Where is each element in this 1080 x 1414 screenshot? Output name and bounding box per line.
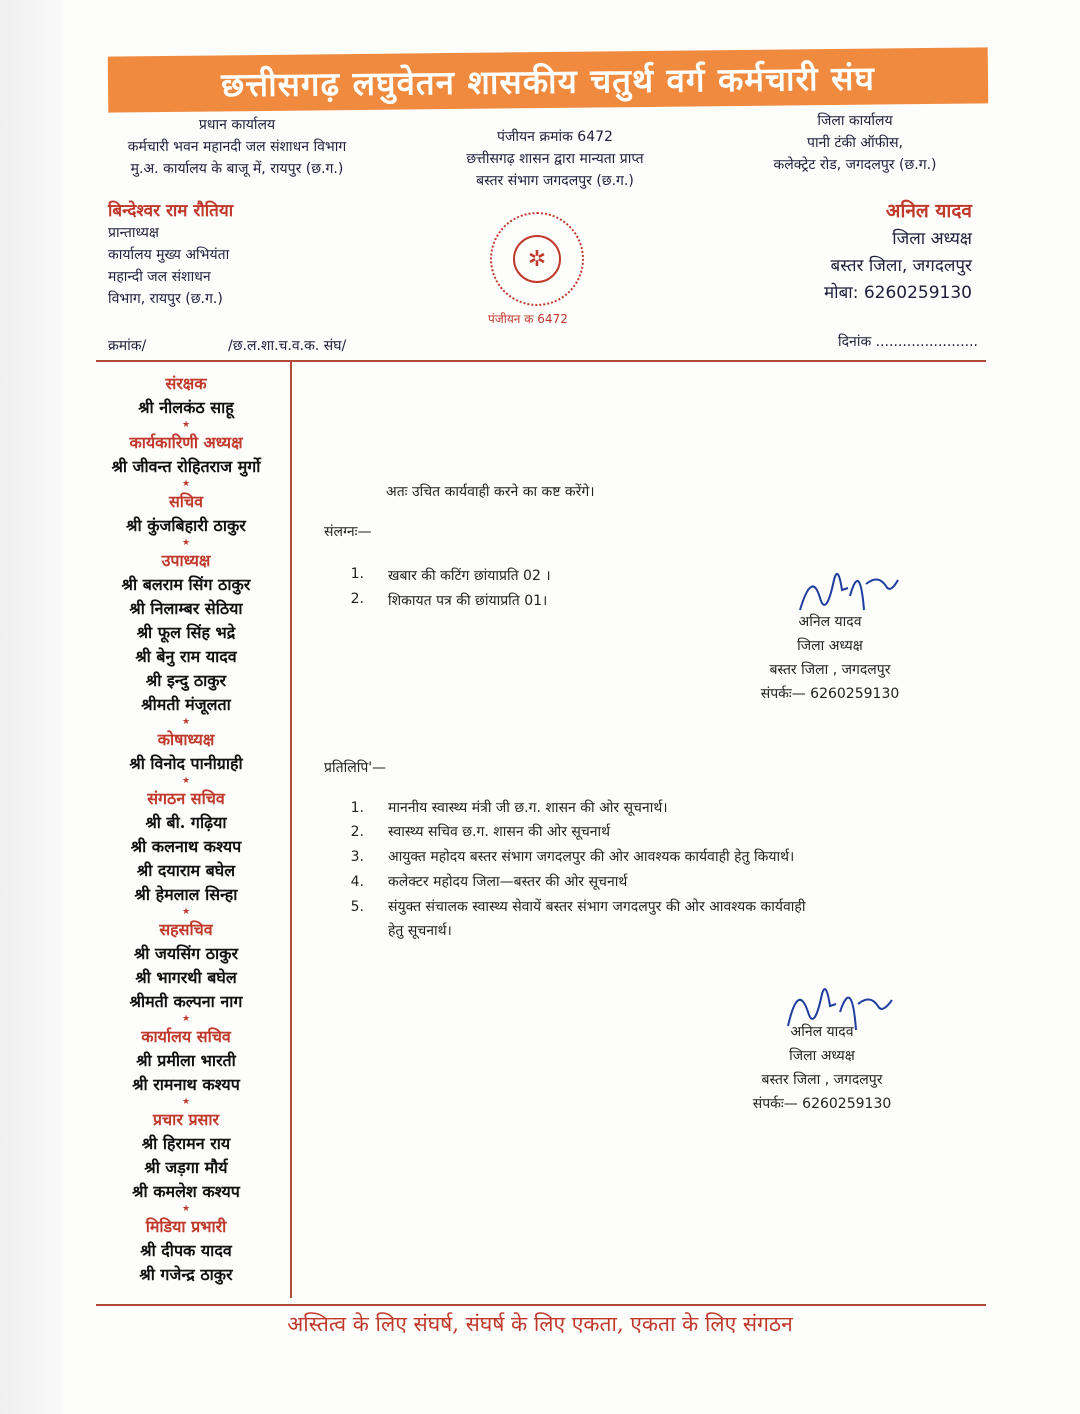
star-icon: ✲	[513, 235, 561, 283]
sidebar-member-name: श्री कलनाथ कश्यप	[130, 837, 242, 856]
sidebar-member-name: श्री निलाम्बर सेठिया	[129, 599, 243, 618]
enclosure-item: खबार की कटिंग छांयाप्रति 02 ।	[388, 568, 551, 584]
union-seal	[490, 212, 584, 306]
president-line: महान्दी जल संशाधन	[108, 269, 211, 285]
separator-star-icon: ★	[181, 1097, 191, 1107]
sidebar-member-name: श्री गजेन्द्र ठाकुर	[139, 1265, 233, 1284]
separator-star-icon: ★	[181, 1204, 191, 1214]
district-president-mobile: मोबा: 6260259130	[824, 283, 972, 303]
title-banner	[108, 47, 989, 112]
sidebar-group-title: संरक्षक	[165, 374, 207, 393]
sidebar-member-name: श्री विनोद पानीग्राही	[129, 754, 243, 773]
sangh-code: /छ.ल.शा.च.व.क. संघ/	[228, 338, 347, 354]
head-office-line: प्रधान कार्यालय	[198, 117, 276, 133]
district-president-block	[824, 196, 972, 307]
president-line: कार्यालय मुख्य अभियंता	[108, 247, 230, 263]
registration-line: पंजीयन क्रमांक 6472	[497, 129, 613, 145]
sidebar-member-name: श्री बेनु राम यादव	[135, 647, 237, 666]
signatory-contact: संपर्कः— 6260259130	[760, 686, 900, 702]
signatory-name: अनिल यादव	[798, 614, 862, 630]
registration-line: बस्तर संभाग जगदलपुर (छ.ग.)	[476, 173, 634, 189]
president-line: प्रान्ताध्यक्ष	[108, 225, 159, 241]
copy-number: 3.	[350, 849, 364, 865]
sidebar-group-title: मिडिया प्रभारी	[145, 1217, 227, 1236]
signatory-contact: संपर्कः— 6260259130	[752, 1096, 892, 1112]
enclosure-number: 2.	[350, 591, 364, 607]
scan-shadow	[0, 0, 62, 1414]
sidebar-group-title: सहसचिव	[159, 920, 213, 939]
district-president-line: बस्तर जिला, जगदलपुर	[830, 256, 972, 276]
sidebar-group-title: प्रचार प्रसार	[152, 1110, 220, 1129]
org-title: छत्तीसगढ़ लघुवेतन शासकीय चतुर्थ वर्ग कर्मचारी संघ	[220, 58, 876, 104]
signatory-designation: जिला अध्यक्ष	[789, 1048, 855, 1064]
sidebar-member-name: श्री कुंजबिहारी ठाकुर	[126, 516, 246, 535]
footer-slogan: अस्तित्व के लिए संघर्ष, संघर्ष के लिए एकता, एकता के लिए संगठन	[287, 1312, 793, 1336]
district-president-name: अनिल यादव	[885, 200, 972, 222]
district-office-line: पानी टंकी ऑफीस,	[807, 135, 903, 151]
sidebar-member-name: श्री बलराम सिंग ठाकुर	[121, 575, 251, 594]
sidebar-member-name: श्री कमलेश कश्यप	[132, 1182, 240, 1201]
registration-line: छत्तीसगढ़ शासन द्वारा मान्यता प्राप्त	[466, 151, 644, 167]
separator-star-icon: ★	[181, 907, 191, 917]
copy-item: आयुक्त महोदय बस्तर संभाग जगदलपुर की ओर आवश्यक कार्यवाही हेतु कियार्थ।	[388, 849, 795, 865]
office-bearers-sidebar	[80, 372, 292, 1287]
sidebar-group-title: सचिव	[168, 492, 204, 511]
head-office-line: कर्मचारी भवन महानदी जल संशाधन विभाग	[127, 139, 347, 155]
sidebar-member-name: श्री जयसिंग ठाकुर	[133, 944, 238, 963]
separator-star-icon: ★	[181, 1014, 191, 1024]
sidebar-member-name: श्रीमती कल्पना नाग	[129, 992, 243, 1011]
sidebar-member-name: श्री दीपक यादव	[140, 1241, 232, 1260]
date-label: दिनांक .......................	[837, 334, 978, 350]
head-office-block	[82, 114, 392, 180]
sidebar-member-name: श्री जीवन्त रोहितराज मुर्गो	[111, 457, 261, 476]
copy-item: माननीय स्वास्थ्य मंत्री जी छ.ग. शासन की ओर सूचनार्थ।	[388, 800, 668, 816]
signatory-designation: जिला अध्यक्ष	[797, 638, 863, 654]
footer-divider	[96, 1304, 986, 1306]
sidebar-member-name: श्री प्रमीला भारती	[136, 1051, 236, 1070]
district-office-block	[730, 110, 980, 176]
district-office-line: कलेक्ट्रेट रोड, जगदलपुर (छ.ग.)	[773, 157, 937, 173]
separator-star-icon: ★	[181, 538, 191, 548]
sidebar-member-name: श्री भागरथी बघेल	[135, 968, 237, 987]
sidebar-member-name: श्री जड़गा मौर्य	[144, 1158, 228, 1177]
signature-block	[720, 610, 940, 706]
separator-star-icon: ★	[181, 717, 191, 727]
seal-caption: पंजीयन क 6472	[488, 312, 568, 326]
copy-item: स्वास्थ्य सचिव छ.ग. शासन की ओर सूचनार्थ	[388, 824, 611, 840]
sidebar-member-name: श्री दयाराम बघेल	[136, 861, 236, 880]
copy-item-continued: हेतु सूचनार्थ।	[388, 923, 452, 939]
sidebar-member-name: श्री नीलकंठ साहू	[138, 398, 234, 417]
copy-item: संयुक्त संचालक स्वास्थ्य सेवायें बस्तर संभाग जगदलपुर की ओर आवश्यक कार्यवाही	[388, 899, 806, 915]
enclosure-number: 1.	[350, 566, 364, 582]
separator-star-icon: ★	[181, 776, 191, 786]
sidebar-group-title: संगठन सचिव	[147, 789, 225, 808]
sidebar-member-name: श्री फूल सिंह भद्रे	[136, 623, 236, 642]
president-block	[108, 200, 233, 310]
kramank-label: क्रमांक/	[108, 338, 147, 354]
copy-number: 5.	[350, 899, 364, 915]
sidebar-member-name: श्री इन्दु ठाकुर	[145, 671, 227, 690]
enclosure-item: शिकायत पत्र की छांयाप्रति 01।	[388, 593, 548, 609]
sidebar-group-title: कोषाध्यक्ष	[157, 730, 215, 749]
signatory-place: बस्तर जिला , जगदलपुर	[761, 1072, 883, 1088]
sidebar-member-name: श्री हेमलाल सिन्हा	[134, 885, 238, 904]
copy-number: 2.	[350, 824, 364, 840]
registration-block	[420, 126, 690, 192]
sidebar-member-name: श्री बी. गढ़िया	[145, 813, 227, 832]
sidebar-member-name: श्री हिरामन राय	[141, 1134, 231, 1153]
head-office-line: मु.अ. कार्यालय के बाजू में, रायपुर (छ.ग.)	[130, 161, 344, 177]
signatory-name: अनिल यादव	[790, 1024, 854, 1040]
header-divider	[96, 360, 986, 362]
president-name: बिन्देश्वर राम रौतिया	[108, 201, 234, 221]
separator-star-icon: ★	[181, 479, 191, 489]
sidebar-member-name: श्री रामनाथ कश्यप	[132, 1075, 240, 1094]
president-line: विभाग, रायपुर (छ.ग.)	[108, 291, 223, 307]
signatory-place: बस्तर जिला , जगदलपुर	[769, 662, 891, 678]
sidebar-group-title: कार्यकारिणी अध्यक्ष	[129, 433, 243, 452]
sidebar-group-title: कार्यालय सचिव	[141, 1027, 231, 1046]
copy-item: कलेक्टर महोदय जिला—बस्तर की ओर सूचनार्थ	[388, 874, 628, 890]
copy-label: प्रतिलिपि'—	[324, 760, 387, 776]
signature-block	[712, 1020, 932, 1116]
district-office-line: जिला कार्यालय	[817, 113, 893, 129]
district-president-line: जिला अध्यक्ष	[892, 229, 972, 249]
separator-star-icon: ★	[181, 420, 191, 430]
enclosure-label: संलग्नः—	[324, 524, 372, 540]
copy-number: 1.	[350, 800, 364, 816]
copy-number: 4.	[350, 874, 364, 890]
sidebar-group-title: उपाध्यक्ष	[161, 551, 211, 570]
sidebar-member-name: श्रीमती मंजूलता	[141, 695, 231, 714]
request-line: अतः उचित कार्यवाही करने का कष्ट करेंगे।	[386, 484, 595, 500]
